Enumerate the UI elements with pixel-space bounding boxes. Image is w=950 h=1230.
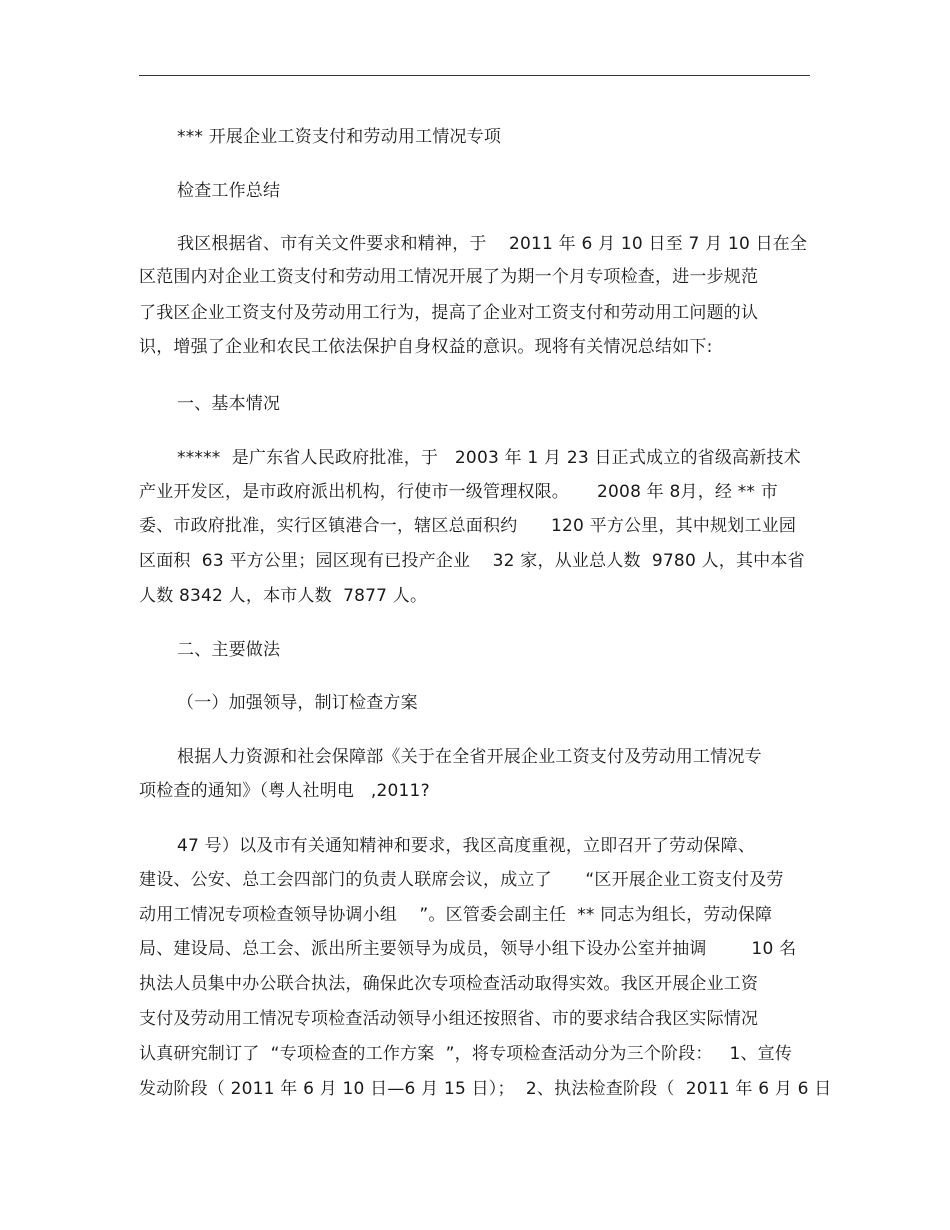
paragraph-line: 建设、公安、总工会四部门的负责人联席会议，成立了 “区开展企业工资支付及劳 xyxy=(139,870,784,890)
paragraph-line: 项检查的通知》（粤人社明电 ,2011? xyxy=(139,781,430,801)
section-heading: 一、基本情况 xyxy=(177,394,281,414)
paragraph-line: 局、建设局、总工会、派出所主要领导为成员，领导小组下设办公室并抽调 10 名 xyxy=(139,939,797,959)
header-rule xyxy=(139,75,810,76)
title-line-2: 检查工作总结 xyxy=(177,181,281,201)
paragraph-line: 识，增强了企业和农民工依法保护自身权益的意识。现将有关情况总结如下: xyxy=(139,337,713,357)
paragraph-line: 人数 8342 人，本市人数 7877 人。 xyxy=(139,586,428,606)
paragraph-line: 动用工情况专项检查领导协调小组 ”。区管委会副主任 ** 同志为组长，劳动保障 xyxy=(139,905,773,925)
paragraph-line: 根据人力资源和社会保障部《关于在全省开展企业工资支付及劳动用工情况专 xyxy=(177,747,762,767)
subsection-heading: （一）加强领导，制订检查方案 xyxy=(177,693,418,713)
paragraph-line: 了我区企业工资支付及劳动用工行为，提高了企业对工资支付和劳动用工问题的认 xyxy=(139,303,759,323)
paragraph-line: 产业开发区，是市政府派出机构，行使市一级管理权限。 2008 年 8月，经 ** 市 xyxy=(139,482,778,502)
paragraph-line: 委、市政府批准，实行区镇港合一，辖区总面积约 120 平方公里，其中规划工业园 xyxy=(139,516,797,536)
paragraph-line: 区面积 63 平方公里；园区现有已投产企业 32 家，从业总人数 9780 人，其中本省 xyxy=(139,551,805,571)
paragraph-line: 区范围内对企业工资支付和劳动用工情况开展了为期一个月专项检查，进一步规范 xyxy=(139,267,759,287)
section-heading: 二、主要做法 xyxy=(177,640,281,660)
paragraph-line: ***** 是广东省人民政府批准，于 2003 年 1 月 23 日正式成立的省级高新技术 xyxy=(177,448,801,468)
paragraph-line: 支付及劳动用工情况专项检查活动领导小组还按照省、市的要求结合我区实际情况 xyxy=(139,1009,759,1029)
paragraph-line: 我区根据省、市有关文件要求和精神，于 2011 年 6 月 10 日至 7 月 10 日在全 xyxy=(177,234,808,254)
paragraph-line: 认真研究制订了 “专项检查的工作方案 ”，将专项检查活动分为三个阶段： 1、宣传 xyxy=(139,1044,793,1064)
paragraph-line: 执法人员集中办公联合执法，确保此次专项检查活动取得实效。我区开展企业工资 xyxy=(139,974,759,994)
paragraph-line: 发动阶段（ 2011 年 6 月 10 日—6 月 15 日）； 2、执法检查阶段（ 2011 年 6 月 6 日 xyxy=(139,1079,832,1099)
title-line-1: *** 开展企业工资支付和劳动用工情况专项 xyxy=(177,127,502,147)
paragraph-line: 47 号）以及市有关通知精神和要求，我区高度重视，立即召开了劳动保障、 xyxy=(177,836,756,856)
